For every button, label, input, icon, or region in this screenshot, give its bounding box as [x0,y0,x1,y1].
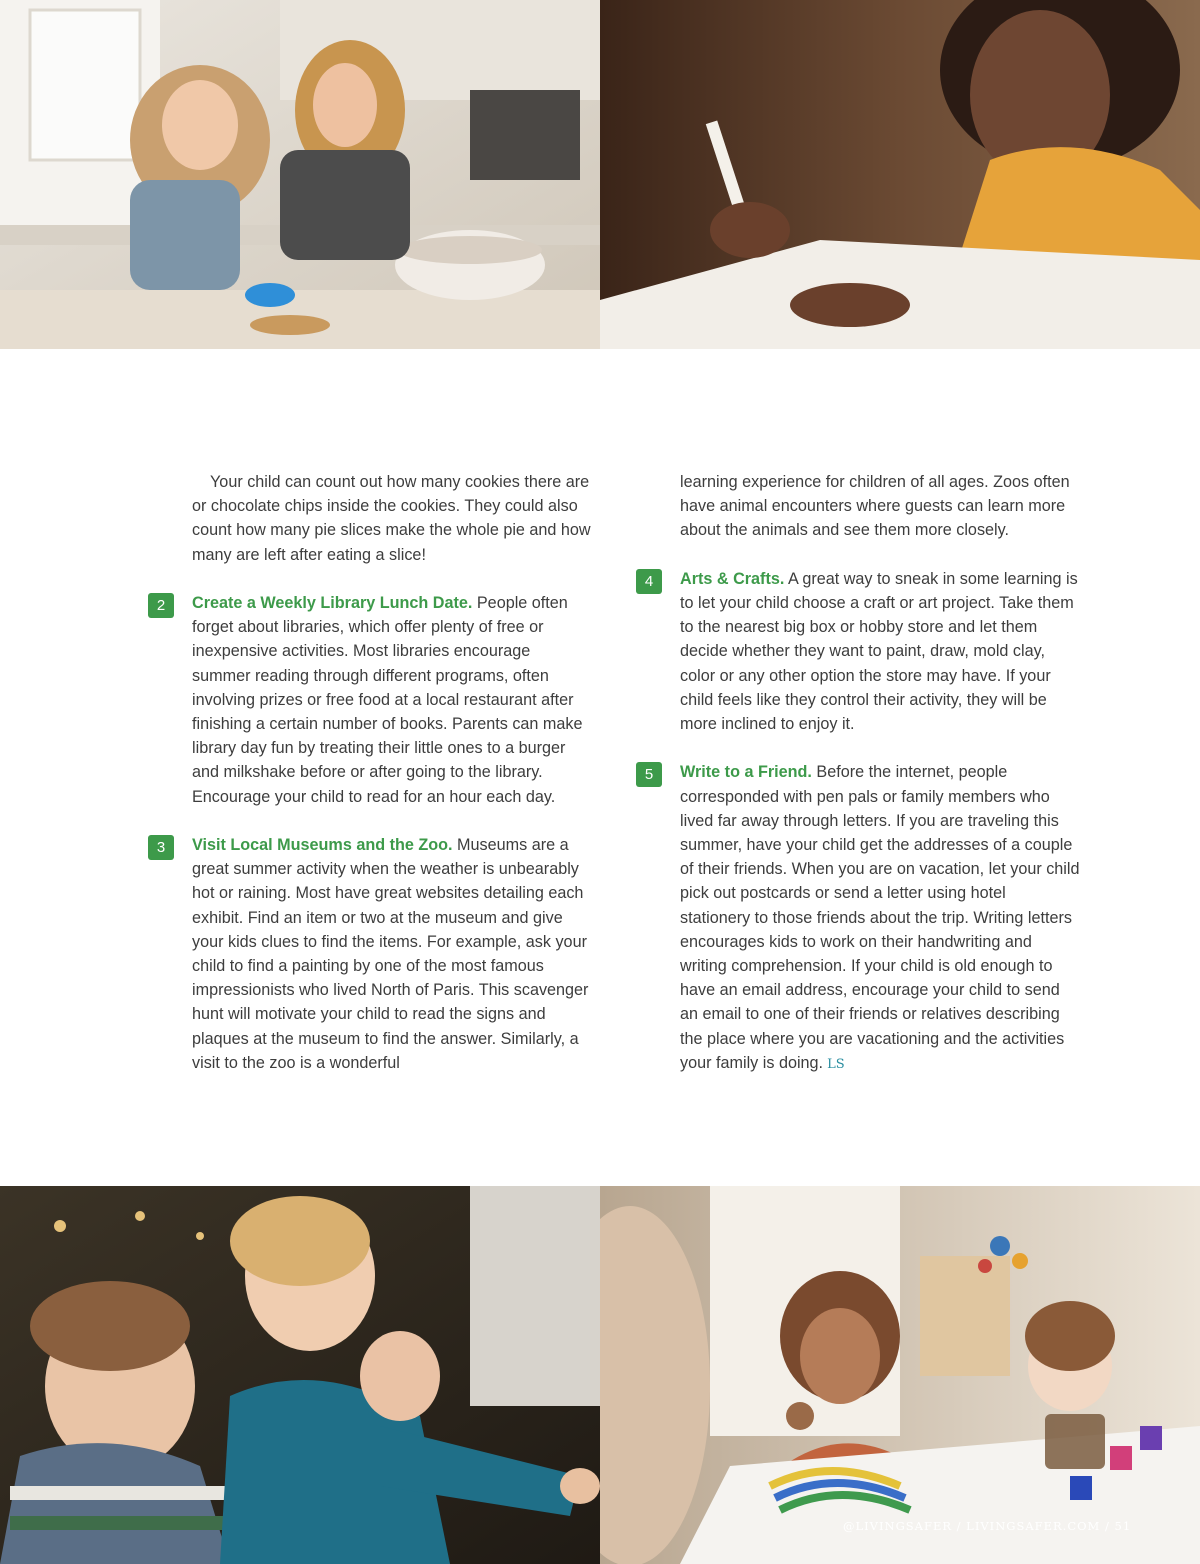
tip-item-2 [156,591,592,809]
tip-heading: Create a Weekly Library Lunch Date. [192,594,473,612]
photo-kids-painting [600,1186,1200,1564]
tip-body: Museums are a great summer activity when the weather is unbearably hot or raining. Most have great websites detailing each exhibit. Find an item or two at the museum and give your kids clues to find the items. For example, ask your child to find a painting by one of the most famous impressionists who lived North of Paris. This scavenger hunt will motivate your child to read the signs and plaques at the museum to find the answer. Similarly, a visit to the zoo is a wonderful [192,836,589,1072]
tip-body: People often forget about libraries, which offer plenty of free or inexpensive activities. Most libraries encourage summer reading through different programs, often involving prizes or free food at a local restaurant after finishing a certain number of books. Parents can make library day fun by treating their little ones to a burger and milkshake before or after going to the library. Encourage your child to read for an hour each day. [192,594,583,806]
tip-heading: Arts & Crafts. [680,569,785,588]
tip-heading: Visit Local Museums and the Zoo. [192,836,453,855]
photo-kids-museum [0,1186,600,1564]
tip-number-badge: 4 [636,569,662,594]
text-column-right [644,470,1080,1101]
continuation-paragraph: learning experience for children of all ages. Zoos often have animal encounters where guests can learn more about the animals and see them more closely. [680,473,1070,540]
tip-heading: Write to a Friend. [680,763,812,782]
tip-text [192,833,592,1075]
tip-item-5 [644,760,1080,1077]
text-column-left [156,470,592,1099]
tip-body: Before the internet, people corresponded with pen pals or family members who lived far away through letters. If you are traveling this summer, have your child get the addresses of a couple of their friends. When you are on vacation, let your child pick out postcards or send a letter using hotel stationery to those friends about the trip. Writing letters encourages kids to work on their handwriting and writing comprehension. If your child is old enough to have an email address, encourage your child to send an email to one of their friends or relatives describing the place where you are vacationing and the activities your family is doing. [680,763,1080,1072]
end-mark-logo: LS [827,1056,845,1072]
tip-number-badge: 5 [636,762,662,787]
photo-baking [0,0,600,349]
tip-item-4 [644,567,1080,736]
tip-text [680,567,1080,736]
tip-text [192,591,592,809]
tip-number-badge: 2 [148,593,174,618]
tip-text [680,760,1080,1077]
page-footer: @LIVINGSAFER / LIVINGSAFER.COM / 51 [843,1519,1132,1533]
photo-girl-drawing [600,0,1200,349]
tip-item-3 [156,833,592,1075]
intro-paragraph: Your child can count out how many cookies there are or chocolate chips inside the cookies. They could also count how many pie slices make the whole pie and how many are left after eating a slice! [192,473,591,564]
tip-number-badge: 3 [148,835,174,860]
tip-body: A great way to sneak in some learning is to let your child choose a craft or art project. Take them to the nearest big box or hobby store and let them decide whether they want to paint, draw, mold clay, color or any other option the store may have. If your child feels like they control their activity, they will be more inclined to enjoy it. [680,569,1078,734]
